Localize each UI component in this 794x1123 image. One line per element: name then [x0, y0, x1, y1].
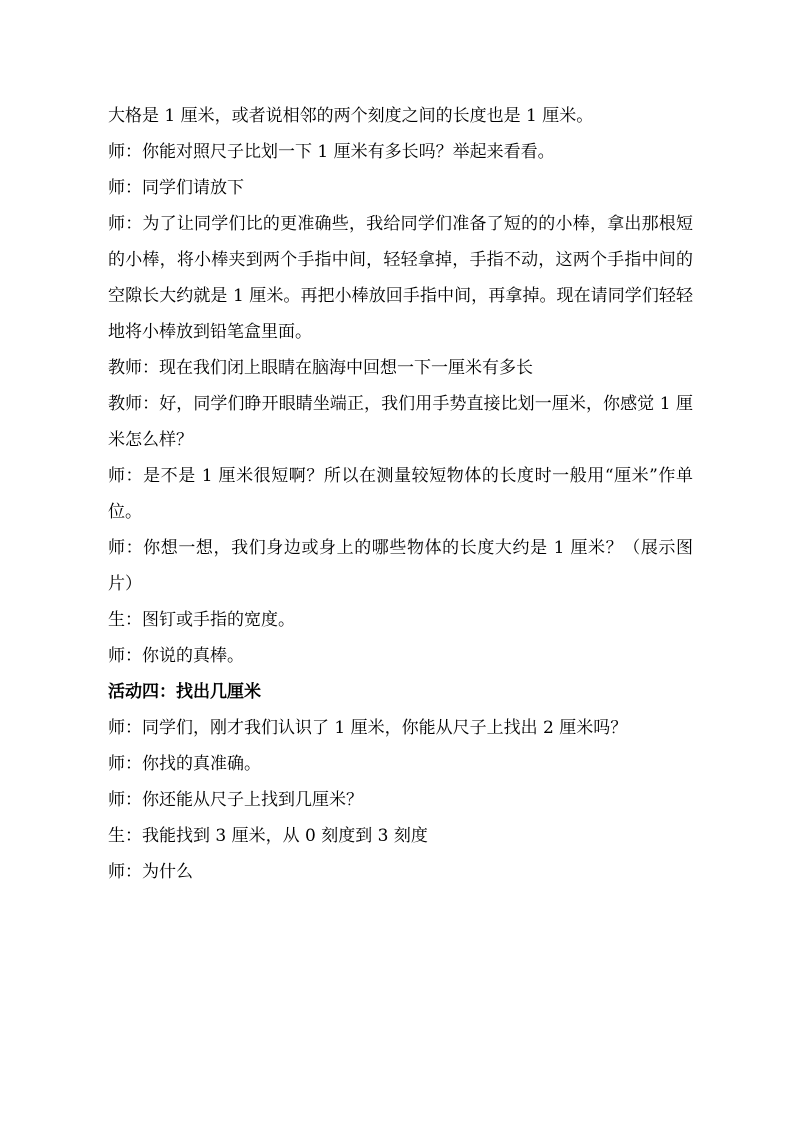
document-page [108, 98, 693, 890]
paragraph-4: 师：为了让同学们比的更准确些，我给同学们准备了短的的小棒，拿出那根短的小棒，将小棒夹到两个手指中间，轻轻拿掉，手指不动，这两个手指中间的空隙长大约就是 1 厘米。再把小棒放回手指中间，再拿掉。现在请同学们轻轻地将小棒放到铅笔盒里面。 [108, 214, 693, 342]
paragraph-12: 师：同学们，刚才我们认识了 1 厘米，你能从尺子上找出 2 厘米吗？ [108, 718, 628, 738]
paragraph-1: 大格是 1 厘米，或者说相邻的两个刻度之间的长度也是 1 厘米。 [108, 106, 594, 126]
paragraph-13: 师：你找的真准确。 [108, 754, 261, 774]
paragraph-16: 师：为什么 [108, 862, 193, 882]
paragraph-7: 师：是不是 1 厘米很短啊？所以在测量较短物体的长度时一般用“厘米”作单位。 [108, 466, 693, 522]
paragraph-9: 生：图钉或手指的宽度。 [108, 610, 295, 630]
paragraph-14: 师：你还能从尺子上找到几厘米？ [108, 790, 363, 810]
paragraph-2: 师：你能对照尺子比划一下 1 厘米有多长吗？举起来看看。 [108, 142, 555, 162]
paragraph-6: 教师：好，同学们睁开眼睛坐端正，我们用手势直接比划一厘米，你感觉 1 厘米怎么样？ [108, 394, 693, 450]
paragraph-8: 师：你想一想，我们身边或身上的哪些物体的长度大约是 1 厘米？（展示图片） [108, 538, 693, 594]
section-heading-activity-4: 活动四：找出几厘米 [108, 682, 261, 702]
paragraph-5: 教师：现在我们闭上眼睛在脑海中回想一下一厘米有多长 [108, 358, 533, 378]
paragraph-15: 生：我能找到 3 厘米，从 0 刻度到 3 刻度 [108, 826, 428, 846]
paragraph-3: 师：同学们请放下 [108, 178, 244, 198]
paragraph-10: 师：你说的真棒。 [108, 646, 244, 666]
